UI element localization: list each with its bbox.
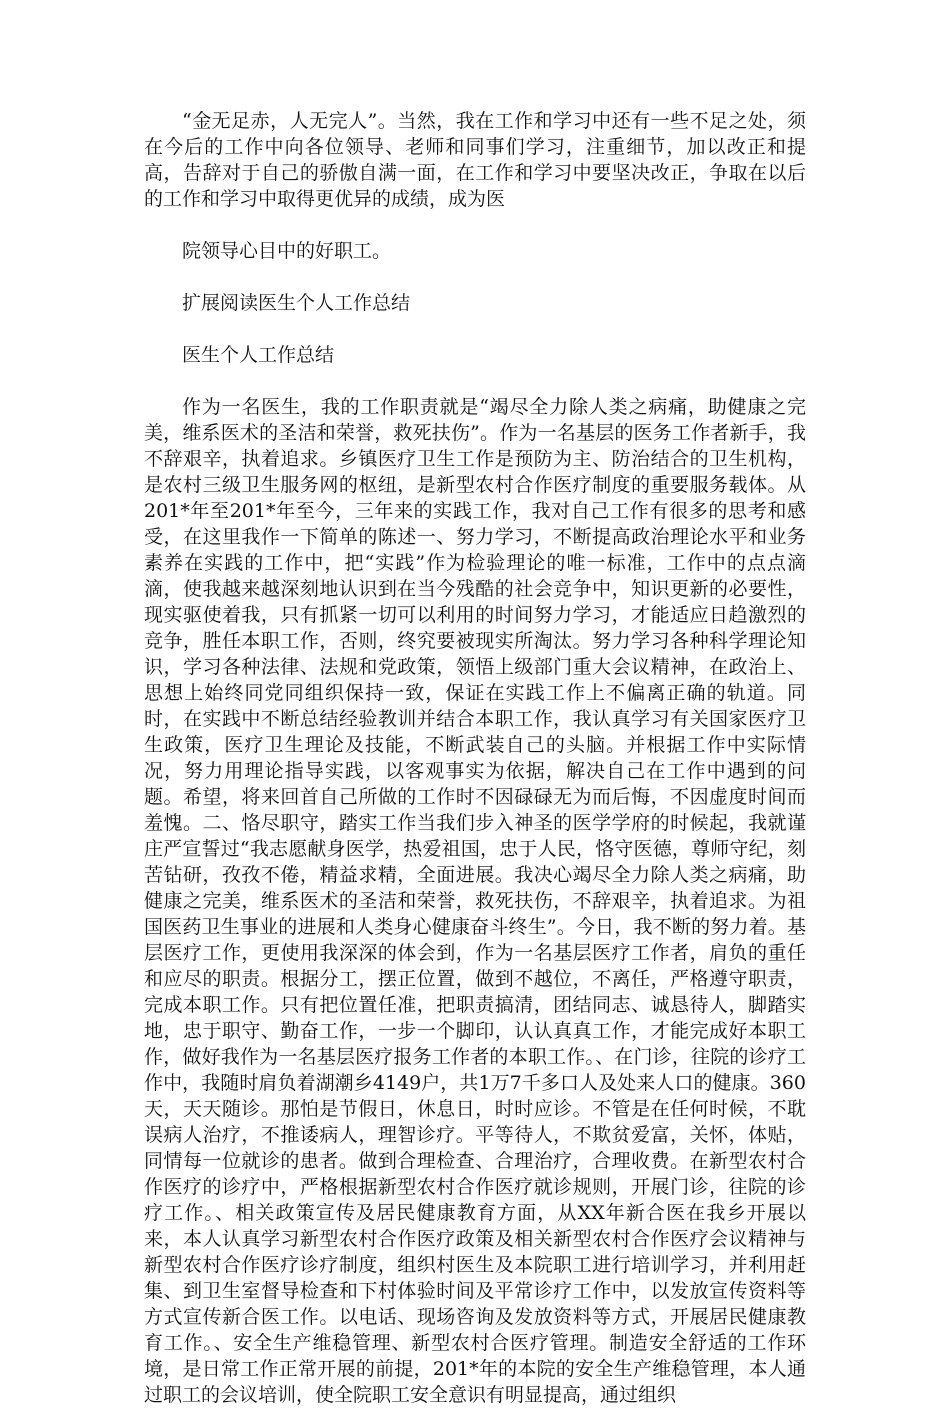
- extended-reading-heading: 扩展阅读医生个人工作总结: [182, 292, 411, 314]
- paragraph-closing-remarks: “金无足赤，人无完人”。当然，我在工作和学习中还有一些不足之处，须在今后的工作中向各位领导、老师和同事们学习，注重细节，加以改正和提高，告辞对于自己的骄傲自满一面，在工作和学习中要坚决改正，争取在以后的工作和学习中取得更优异的成绩，成为医: [144, 110, 806, 210]
- paragraph-main-body: 作为一名医生，我的工作职责就是“竭尽全力除人类之病痛，助健康之完美，维系医术的圣洁和荣誉，救死扶伤”。作为一名基层的医务工作者新手，我不辞艰辛，执着追求。乡镇医疗卫生工作是预防为主、防治结合的卫生机构，是农村三级卫生服务网的枢纽，是新型农村合作医疗制度的重要服务载体。从201*年至201*年至今，三年来的实践工作，我对自己工作有很多的思考和感受，在这里我作一下简单的陈述一、努力学习，不断提高政治理论水平和业务素养在实践的工作中，把“实践”作为检验理论的唯一标准，工作中的点点滴滴，使我越来越深刻地认识到在当今残酷的社会竞争中，知识更新的必要性，现实驱使着我，只有抓紧一切可以利用的时间努力学习，才能适应日趋激烈的竞争，胜任本职工作，否则，终究要被现实所淘汰。努力学习各种科学理论知识，学习各种法律、法规和党政策，领悟上级部门重大会议精神，在政治上、思想上始终同党同组织保持一致，保证在实践工作上不偏离正确的轨道。同时，在实践中不断总结经验教训并结合本职工作，我认真学习有关国家医疗卫生政策，医疗卫生理论及技能，不断武装自己的头脑。并根据工作中实际情况，努力用理论指导实践，以客观事实为依据，解决自己在工作中遇到的问题。希望，将来回首自己所做的工作时不因碌碌无为而后悔，不因虚度时间而羞愧。二、恪尽职守，踏实工作当我们步入神圣的医学学府的时候起，我就谨庄严宣誓过“我志愿献身医学，热爱祖国，忠于人民，恪守医德，尊师守纪，刻苦钻研，孜孜不倦，精益求精，全面进展。我决心竭尽全力除人类之病痛，助健康之完美，维系医术的圣洁和荣誉，救死扶伤，不辞艰辛，执着追求。为祖国医药卫生事业的进展和人类身心健康奋斗终生”。今日，我不断的努力着。基层医疗工作，更使用我深深的体会到，作为一名基层医疗工作者，肩负的重任和应尽的职责。根据分工，摆正位置，做到不越位，不离任，严格遵守职责，完成本职工作。只有把位置任准，把职责搞清，团结同志、诚恳待人，脚踏实地，忠于职守、勤奋工作，一步一个脚印，认认真真工作，才能完成好本职工作，做好我作为一名基层医疗报务工作者的本职工作。、在门诊，往院的诊疗工作中，我随时肩负着湖潮乡4149户，共1万7千多口人及处来人口的健康。360天，天天随诊。那怕是节假日，休息日，时时应诊。不管是在任何时候，不耽误病人治疗，不推诿病人，理智诊疗。平等待人，不欺贫爱富，关怀，体贴，同情每一位就诊的患者。做到合理检查、合理治疗，合理收费。在新型农村合作医疗的诊疗中，严格根据新型农村合作医疗就诊规则，开展门诊，往院的诊疗工作。、相关政策宣传及居民健康教育方面，从XX年新合医在我乡开展以来，本人认真学习新型农村合作医疗政策及相关新型农村合作医疗会议精神与新型农村合作医疗诊疗制度，组织村医生及本院职工进行培训学习，并利用赶集、到卫生室督导检查和下村体验时间及平常诊疗工作中，以发放宣传资料等方式宣传新合医工作。以电话、现场咨询及发放资料等方式，开展居民健康教育工作。、安全生产维稳管理、新型农村合医疗管理。制造安全舒适的工作环境，是日常工作正常开展的前提，201*年的本院的安全生产维稳管理，本人通过职工的会议培训，使全院职工安全意识有明显提高，通过组织: [144, 396, 806, 1406]
- paragraph-closing-line: 院领导心目中的好职工。: [182, 240, 392, 262]
- document-body: [144, 108, 806, 1408]
- section-title: 医生个人工作总结: [182, 344, 335, 366]
